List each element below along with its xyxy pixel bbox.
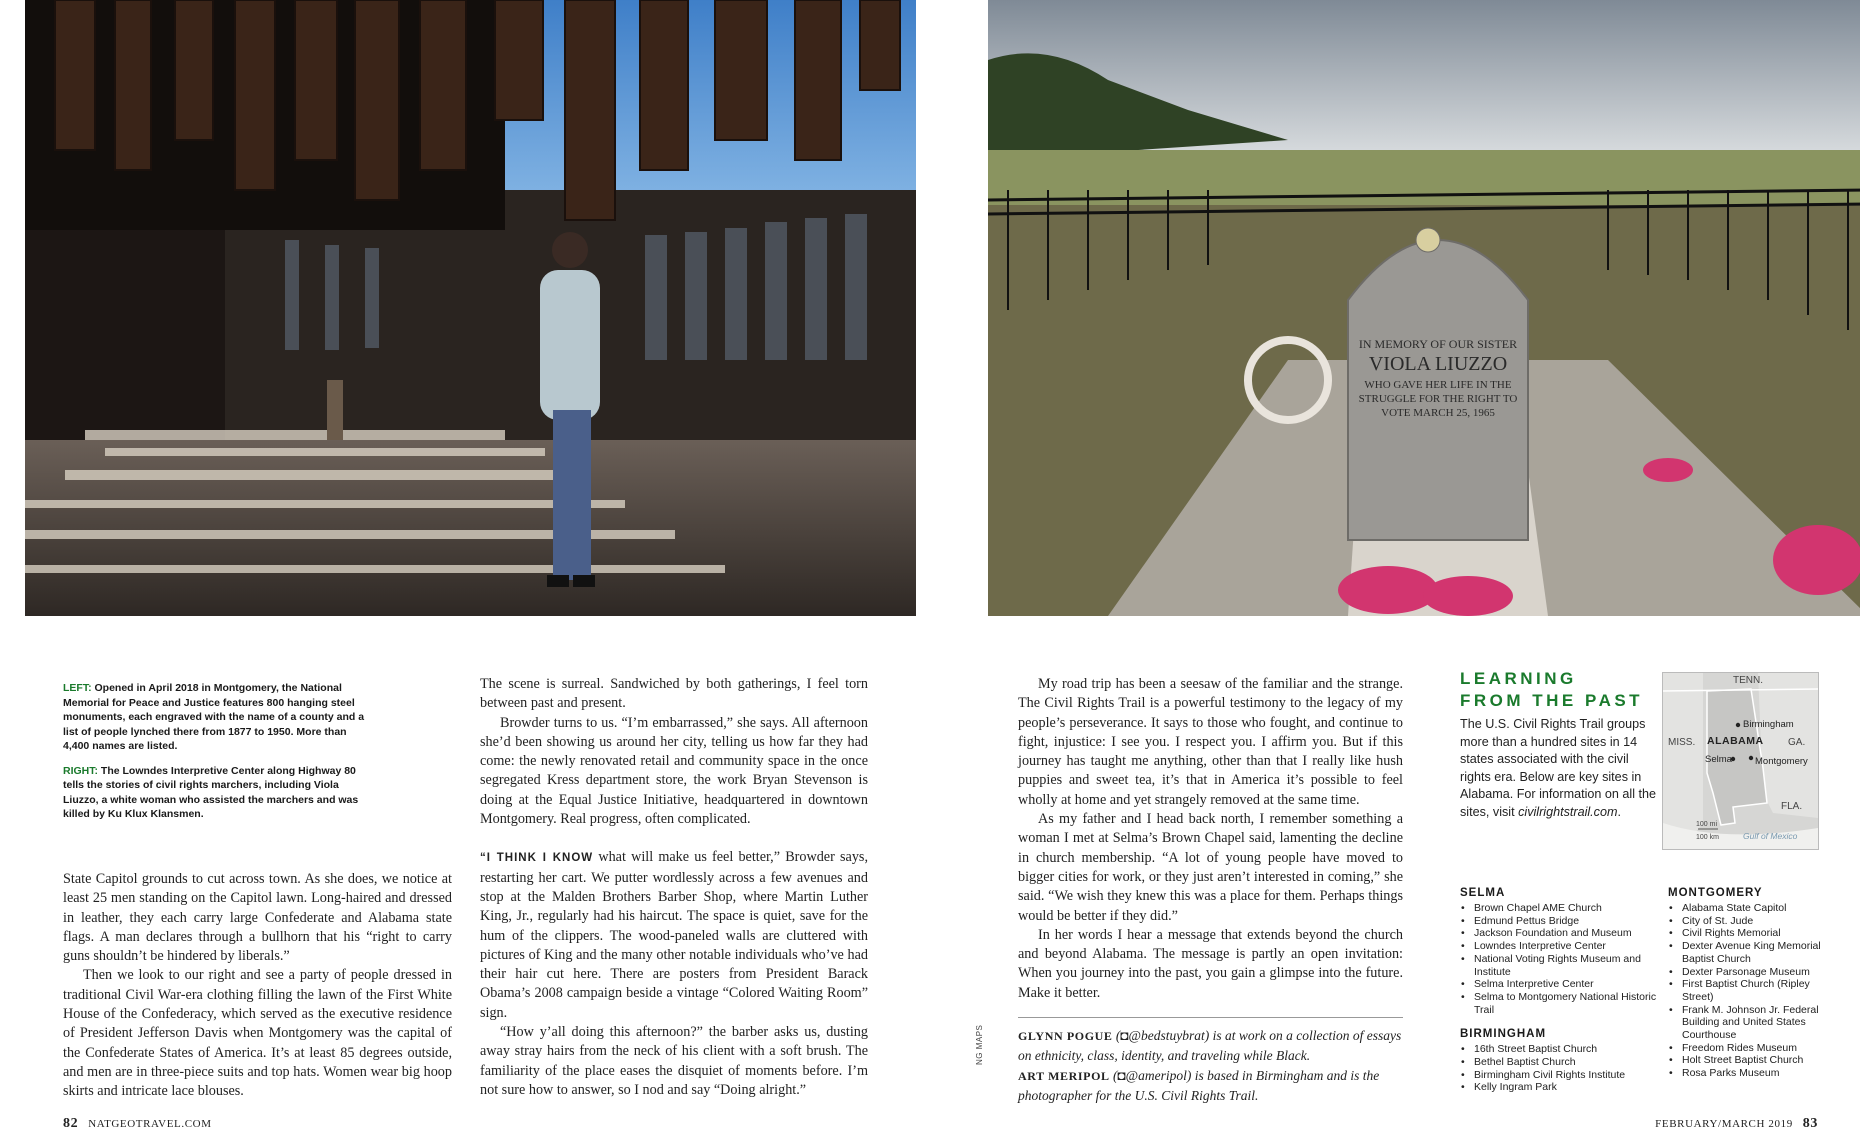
list-item: • Birmingham Civil Rights Institute [1460, 1069, 1665, 1082]
list-item: • Dexter Avenue King Memorial Baptist Church [1668, 940, 1828, 965]
birmingham-heading: BIRMINGHAM [1460, 1028, 1547, 1041]
col2-paragraph-1: The scene is surreal. Sandwiched by both gatherings, I feel torn between past and present. [480, 676, 868, 712]
list-item: • Selma to Montgomery National Historic Trail [1460, 991, 1665, 1016]
bio-writer-name: GLYNN POGUE [1018, 1029, 1113, 1044]
photo-captions [63, 681, 368, 832]
caption-right-text: The Lowndes Interpretive Center along Highway 80 tells the stories of civil rights marchers, including Viola Liuzzo, a white woman who assisted the marchers and was killed by Ku Klux Klansmen. [63, 764, 359, 820]
map-label-tenn: TENN. [1733, 675, 1763, 686]
map-credit: NG MAPS [975, 1024, 984, 1065]
list-item: • Dexter Parsonage Museum [1668, 966, 1828, 979]
map-label-gulf: Gulf of Mexico [1743, 831, 1798, 841]
caption-right [63, 764, 368, 822]
montgomery-heading: MONTGOMERY [1668, 887, 1763, 899]
left-photo [25, 0, 916, 616]
selma-heading: SELMA [1460, 887, 1506, 899]
bio-photographer-name: ART MERIPOL [1018, 1068, 1110, 1083]
map-scale-mi: 100 mi [1696, 821, 1718, 828]
birmingham-list [1460, 1043, 1665, 1094]
folio-right-text: FEBRUARY/MARCH 2019 [1655, 1118, 1793, 1130]
col2-paragraph-4: “How y’all doing this afternoon?” the barber asks us, dusting away stray hairs from the neck of his client with a soft brush. The familiarity of the place eases the disquiet of moments before. I’m not sure how to answer, so I nod and say “Doing alright.” [480, 1024, 868, 1098]
instagram-icon: ◘ [1117, 1067, 1126, 1083]
selma-list [1460, 902, 1665, 1016]
alabama-map [1662, 672, 1819, 850]
body-column-2 [480, 675, 868, 1100]
monument-line-4: STRUGGLE FOR THE RIGHT TO [1358, 393, 1518, 405]
author-bios [1018, 1026, 1403, 1105]
col2-paragraph-2: Browder turns to us. “I’m embarrassed,” she says. All afternoon she’d been showing us around her city, telling us how far they had come: the newly renovated retail and community space in the once segregated Kress department store, the work Bryan Stevenson is doing at the Equal Justice Initiative, headquartered in downtown Montgomery. Real progress, often complicated. [480, 714, 868, 828]
list-item: • Holt Street Baptist Church [1668, 1054, 1828, 1067]
bio-divider [1018, 1017, 1403, 1018]
sidebar-title-line-2: FROM THE PAST [1460, 691, 1644, 710]
map-label-birmingham: Birmingham [1743, 719, 1794, 730]
page-number-right: 83 [1802, 1116, 1818, 1131]
map-label-selma: Selma [1705, 754, 1732, 765]
sidebar-lists-right [1668, 887, 1828, 1080]
bio-photographer: ART MERIPOL (◘@ameripol) is based in Birmingham and is the photographer for the U.S. Civil Rights Trail. [1018, 1067, 1380, 1103]
montgomery-list [1668, 902, 1828, 1080]
col3-paragraph-1: My road trip has been a seesaw of the familiar and the strange. The Civil Rights Trail is a powerful testimony to the legacy of my people’s perseverance. It says to those who fought, and continue to fight, injustice: I see you. I respect you. I affirm you. But if this journey has taught me anything, other than that I really like hush puppies and sweet tea, it’s that in America it’s possible to feel wholly at home and yet strangely removed at the same time. [1018, 676, 1403, 808]
list-item: • Civil Rights Memorial [1668, 927, 1828, 940]
list-item: • City of St. Jude [1668, 915, 1828, 928]
list-item: • National Voting Rights Museum and Institute [1460, 953, 1665, 978]
bio-writer-handle: @bedstuybrat [1128, 1028, 1205, 1044]
sidebar-body [1460, 716, 1660, 821]
list-item: • Edmund Pettus Bridge [1460, 915, 1665, 928]
list-item: • 16th Street Baptist Church [1460, 1043, 1665, 1056]
folio-left-text: NATGEOTRAVEL.COM [88, 1118, 212, 1130]
sidebar-url[interactable]: civilrightstrail.com [1518, 804, 1618, 819]
caption-right-label: RIGHT: [63, 764, 98, 777]
sidebar-intro [1460, 668, 1660, 821]
col2-lead-in: “I THINK I KNOW [480, 852, 594, 865]
bio-writer-text: ) is at work on a collection of essays on ethnicity, class, identity, and traveling while Black. [1018, 1028, 1402, 1064]
sidebar-title-line-1: LEARNING [1460, 669, 1577, 688]
monument-line-5: VOTE MARCH 25, 1965 [1381, 407, 1495, 419]
map-label-ga: GA. [1788, 737, 1806, 748]
list-item: • Frank M. Johnson Jr. Federal Building and United States Courthouse [1668, 1004, 1828, 1042]
caption-left-text: Opened in April 2018 in Montgomery, the National Memorial for Peace and Justice features 800 hanging steel monuments, each engraved with the name of a county and a list of people lynched there from 1877 to 1950. More than 4,400 names are listed. [63, 682, 365, 752]
sidebar-body-text: The U.S. Civil Rights Trail groups more than a hundred sites in 14 states associated with the civil rights era. Below are key sites in Alabama. For information on all the sites, visit [1460, 717, 1657, 819]
list-item: • First Baptist Church (Ripley Street) [1668, 978, 1828, 1003]
col2-paragraph-3 [480, 848, 868, 1023]
folio-right [1655, 1116, 1818, 1132]
list-item: • Brown Chapel AME Church [1460, 902, 1665, 915]
map-label-montgomery: Montgomery [1755, 756, 1808, 767]
col1-paragraph-1: State Capitol grounds to cut across town. As she does, we notice at least 25 men standing on the Capitol lawn. Long-haired and dressed in leather, they each carry large Confederate and Alabama state flags. A man declares through a bullhorn that his “right to carry guns shouldn’t be hindered by liberals.” [63, 871, 452, 965]
monument-line-2: VIOLA LIUZZO [1368, 353, 1508, 375]
sidebar-body-end: . [1617, 804, 1621, 819]
right-photo [988, 0, 1860, 616]
memorial-stone-illustration [988, 0, 1860, 616]
list-item: • Bethel Baptist Church [1460, 1056, 1665, 1069]
list-item: • Selma Interpretive Center [1460, 978, 1665, 991]
page-number-left: 82 [63, 1116, 79, 1131]
memorial-illustration [25, 0, 916, 616]
instagram-icon: ◘ [1120, 1028, 1129, 1044]
monument-line-1: IN MEMORY OF OUR SISTER [1358, 337, 1518, 351]
body-column-1 [63, 870, 452, 1102]
folio-left [63, 1116, 212, 1132]
map-label-fla: FLA. [1781, 801, 1803, 812]
col2-paragraph-3-text: what will make us feel better,” Browder says, restarting her cart. We putter wordlessly across a few avenues and stop at the Malden Brothers Barber Shop, where Martin Luther King, Jr., regularly had his haircut. The space is quiet, save for the hum of the clippers. The wood-paneled walls are cluttered with pictures of King and the many other notable individuals who’ve had their hair cut here. There are posters from President Barack Obama’s 2008 campaign beside a vintage “Colored Waiting Room” sign. [480, 849, 868, 1021]
bio-photographer-handle: @ameripol [1125, 1067, 1187, 1083]
list-item: • Alabama State Capitol [1668, 902, 1828, 915]
list-item: • Rosa Parks Museum [1668, 1067, 1828, 1080]
monument-line-3: WHO GAVE HER LIFE IN THE [1364, 379, 1512, 391]
list-item: • Freedom Rides Museum [1668, 1042, 1828, 1055]
list-item: • Jackson Foundation and Museum [1460, 927, 1665, 940]
sidebar-lists-left [1460, 887, 1665, 1094]
bio-writer: GLYNN POGUE (◘@bedstuybrat) is at work on a collection of essays on ethnicity, class, identity, and traveling while Black. [1018, 1028, 1402, 1064]
caption-left [63, 681, 368, 754]
list-item: • Kelly Ingram Park [1460, 1081, 1665, 1094]
col3-paragraph-3: In her words I hear a message that extends beyond the church and beyond Alabama. The message is partly an open invitation: When you journey into the past, you gain a glimpse into the future. Make it better. [1018, 926, 1403, 1001]
list-item: • Lowndes Interpretive Center [1460, 940, 1665, 953]
map-scale-km: 100 km [1696, 834, 1719, 841]
caption-left-label: LEFT: [63, 682, 92, 694]
col1-paragraph-2: Then we look to our right and see a party of people dressed in traditional Civil War-era clothing filling the lawn of the First White House of the Confederacy, which served as the executive residence of President Jefferson Davis when Montgomery was the capital of the Confederate States of America. It’s at least 85 degrees outside, and men are in three-piece suits and top hats. Women wear big hoop skirts and intricate lace blouses. [63, 967, 452, 1100]
map-label-miss: MISS. [1668, 737, 1696, 748]
sidebar-title [1460, 668, 1660, 712]
map-label-alabama: ALABAMA [1707, 735, 1764, 747]
col3-paragraph-2: As my father and I head back north, I remember something a woman I met at Selma’s Brown Chapel said, lamenting the decline in church membership. “A lot of young people have moved to bigger cities for work, or they just aren’t interested in coming,” she said. “We wish they knew this was a place for them. Perhaps things would be better if they did.” [1018, 811, 1403, 924]
bio-photographer-text: ) is based in Birmingham and is the photographer for the U.S. Civil Rights Trail. [1018, 1067, 1380, 1103]
body-column-3 [1018, 675, 1403, 1105]
